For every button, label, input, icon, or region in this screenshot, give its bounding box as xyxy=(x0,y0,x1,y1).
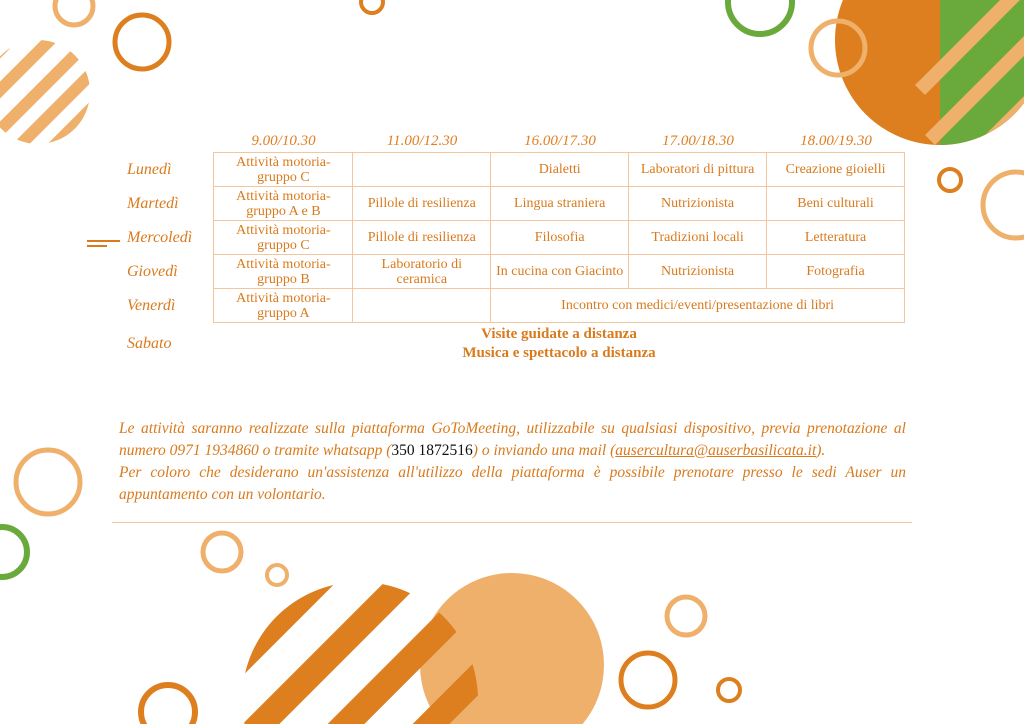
ring-decoration xyxy=(115,15,169,69)
saturday-activity: Visite guidate a distanza xyxy=(481,326,637,342)
day-label: Mercoledì xyxy=(127,229,193,246)
note-text: Per coloro che desiderano un'assistenza all'utilizzo della piattaforma è possibile prenotare presso le sedi Auser un appuntamento con un volontario. xyxy=(119,464,906,503)
activity-cell: Tradizioni locali xyxy=(629,221,767,255)
bullet-dash xyxy=(87,245,107,247)
table-row xyxy=(119,153,905,187)
activity-cell: Attività motoria-gruppo B xyxy=(214,255,353,289)
ring-decoration xyxy=(983,172,1024,238)
ring-decoration xyxy=(16,450,80,514)
activity-cell: Beni culturali xyxy=(767,187,905,221)
ring-decoration xyxy=(0,527,27,577)
table-row xyxy=(119,255,905,289)
time-slot-header: 11.00/12.30 xyxy=(386,133,458,149)
bullet-dash xyxy=(87,240,120,242)
activity-cell: In cucina con Giacinto xyxy=(491,255,629,289)
striped-circle-top-left xyxy=(0,10,120,180)
activity-cell: Letteratura xyxy=(767,221,905,255)
ring-decoration xyxy=(267,565,287,585)
day-label: Martedì xyxy=(127,195,179,212)
ring-decoration xyxy=(728,0,792,34)
activity-cell: Nutrizionista xyxy=(629,255,767,289)
activity-cell: Lingua straniera xyxy=(491,187,629,221)
time-slot-header: 16.00/17.30 xyxy=(524,133,596,149)
activity-cell: Dialetti xyxy=(491,153,629,187)
merged-activity-cell: Incontro con medici/eventi/presentazione di libri xyxy=(491,289,905,323)
whatsapp-number: 350 1872516 xyxy=(391,442,473,459)
time-slot-header: 18.00/19.30 xyxy=(800,133,872,149)
ring-decoration xyxy=(203,533,241,571)
day-label: Lunedì xyxy=(127,161,172,178)
ring-decoration xyxy=(55,0,93,25)
activity-cell xyxy=(353,289,491,323)
ring-decoration xyxy=(361,0,383,13)
schedule-table xyxy=(119,152,905,323)
note-text: Le attività saranno realizzate sulla piattaforma GoToMeeting, utilizzabile su qualsiasi dispositivo, previa prenotazione al numero 0971 1934860 o tramite whatsapp ( xyxy=(119,420,906,459)
activity-cell: Laboratori di pittura xyxy=(629,153,767,187)
activity-cell: Attività motoria-gruppo C xyxy=(214,221,353,255)
ring-decoration xyxy=(718,679,740,701)
ring-decoration xyxy=(667,597,705,635)
table-row xyxy=(119,187,905,221)
email-link[interactable]: ausercultura@auserbasilicata.it xyxy=(615,442,817,459)
ring-decoration xyxy=(621,653,675,707)
day-label: Giovedì xyxy=(127,263,178,280)
activity-cell: Attività motoria-gruppo A e B xyxy=(214,187,353,221)
activity-cell: Nutrizionista xyxy=(629,187,767,221)
saturday-activity: Musica e spettacolo a distanza xyxy=(462,345,656,361)
table-row xyxy=(119,289,905,323)
day-label-saturday: Sabato xyxy=(127,335,172,352)
day-label: Venerdì xyxy=(127,297,176,314)
info-note xyxy=(119,418,906,506)
activity-cell xyxy=(353,153,491,187)
divider xyxy=(112,522,912,523)
note-text: ). xyxy=(816,442,826,459)
ring-decoration xyxy=(939,169,961,191)
activity-cell: Attività motoria-gruppo A xyxy=(214,289,353,323)
activity-cell: Attività motoria-gruppo C xyxy=(214,153,353,187)
time-slot-header: 9.00/10.30 xyxy=(251,133,316,149)
activity-cell: Creazione gioielli xyxy=(767,153,905,187)
note-text: ) o inviando una mail ( xyxy=(472,442,616,459)
time-slot-header: 17.00/18.30 xyxy=(662,133,734,149)
activity-cell: Fotografia xyxy=(767,255,905,289)
activity-cell: Laboratorio di ceramica xyxy=(353,255,491,289)
activity-cell: Pillole di resilienza xyxy=(353,187,491,221)
table-row xyxy=(119,221,905,255)
activity-cell: Filosofia xyxy=(491,221,629,255)
activity-cell: Pillole di resilienza xyxy=(353,221,491,255)
ring-decoration xyxy=(141,685,195,724)
